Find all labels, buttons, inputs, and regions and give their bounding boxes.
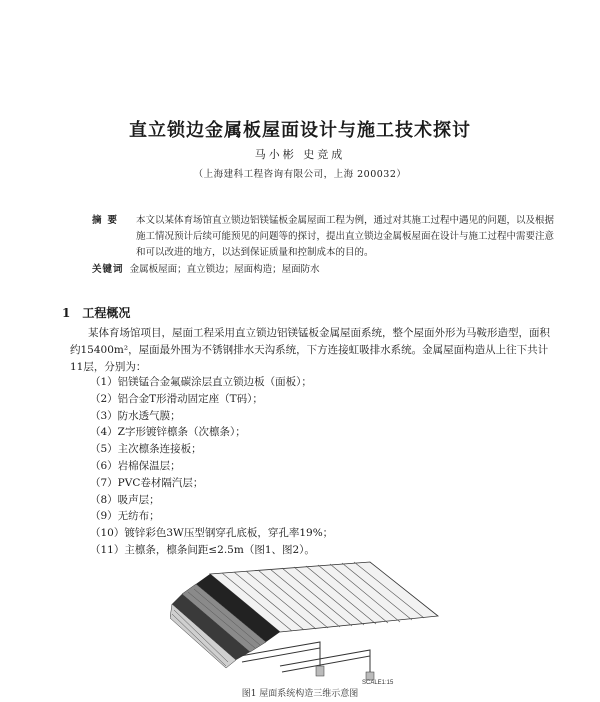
abstract-text: 本文以某体育场馆直立锁边铝镁锰板金属屋面工程为例，通过对其施工过程中遇见的问题，以及根据施工情况预计后续可能预见的问题等的探讨，提出直立锁边金属板屋面在设计与施工过程中需要注意和可以改进的地方，以达到保证质量和控制成本的目的。 xyxy=(136,215,555,258)
list-item: （3）防水透气膜； xyxy=(90,409,181,422)
paper-affiliation: （上海建科工程咨询有限公司，上海 200032） xyxy=(193,169,407,180)
paper-title: 直立锁边金属板屋面设计与施工技术探讨 xyxy=(129,120,471,141)
roof-system-figure xyxy=(170,556,440,686)
section-title: 工程概况 xyxy=(82,306,131,320)
list-item: （1）铝镁锰合金氟碳涂层直立锁边板（面板）； xyxy=(90,376,312,388)
section-heading xyxy=(62,304,130,321)
section-number: 1 xyxy=(62,306,71,320)
paper-authors: 马小彬 史竞成 xyxy=(254,148,346,161)
keywords xyxy=(92,262,558,278)
roof-diagram xyxy=(170,556,440,686)
abstract-label: 摘要 xyxy=(92,215,124,226)
figure-caption: 图1 屋面系统构造三维示意图 xyxy=(241,689,359,699)
figure-scale-label: SCALE1:15 xyxy=(362,680,394,686)
support-brackets xyxy=(316,666,374,680)
keywords-text: 金属板屋面；直立锁边；屋面构造；屋面防水 xyxy=(129,264,320,275)
list-item: （9）无纺布； xyxy=(90,510,160,523)
list-item: （8）吸声层； xyxy=(90,493,160,506)
list-item: （6）岩棉保温层； xyxy=(90,459,181,472)
list-item: （11）主檩条，檩条间距≤2.5m（图1、图2）。 xyxy=(90,543,315,556)
list-item: （4）Z字形镀锌檩条（次檩条）； xyxy=(90,426,246,439)
list-item: （7）PVC卷材隔汽层； xyxy=(90,476,204,489)
list-item: （5）主次檩条连接板； xyxy=(90,443,202,456)
list-item: （10）镀锌彩色3W压型钢穿孔底板，穿孔率19%； xyxy=(90,527,334,540)
keywords-label: 关键词 xyxy=(92,264,124,275)
abstract xyxy=(92,213,558,261)
purlins xyxy=(240,642,370,680)
layer-list xyxy=(90,374,550,559)
body-paragraph: 某体育场馆项目，屋面工程采用直立锁边铝镁锰板金属屋面系统，整个屋面外形为马鞍形造型，面积约15400m²，屋面最外围为不锈钢排水天沟系统，下方连接虹吸排水系统。金属屋面构造从上往下共计11层，分别为： xyxy=(70,327,550,373)
list-item: （2）铝合金T形滑动固定座（T码）； xyxy=(90,392,263,405)
